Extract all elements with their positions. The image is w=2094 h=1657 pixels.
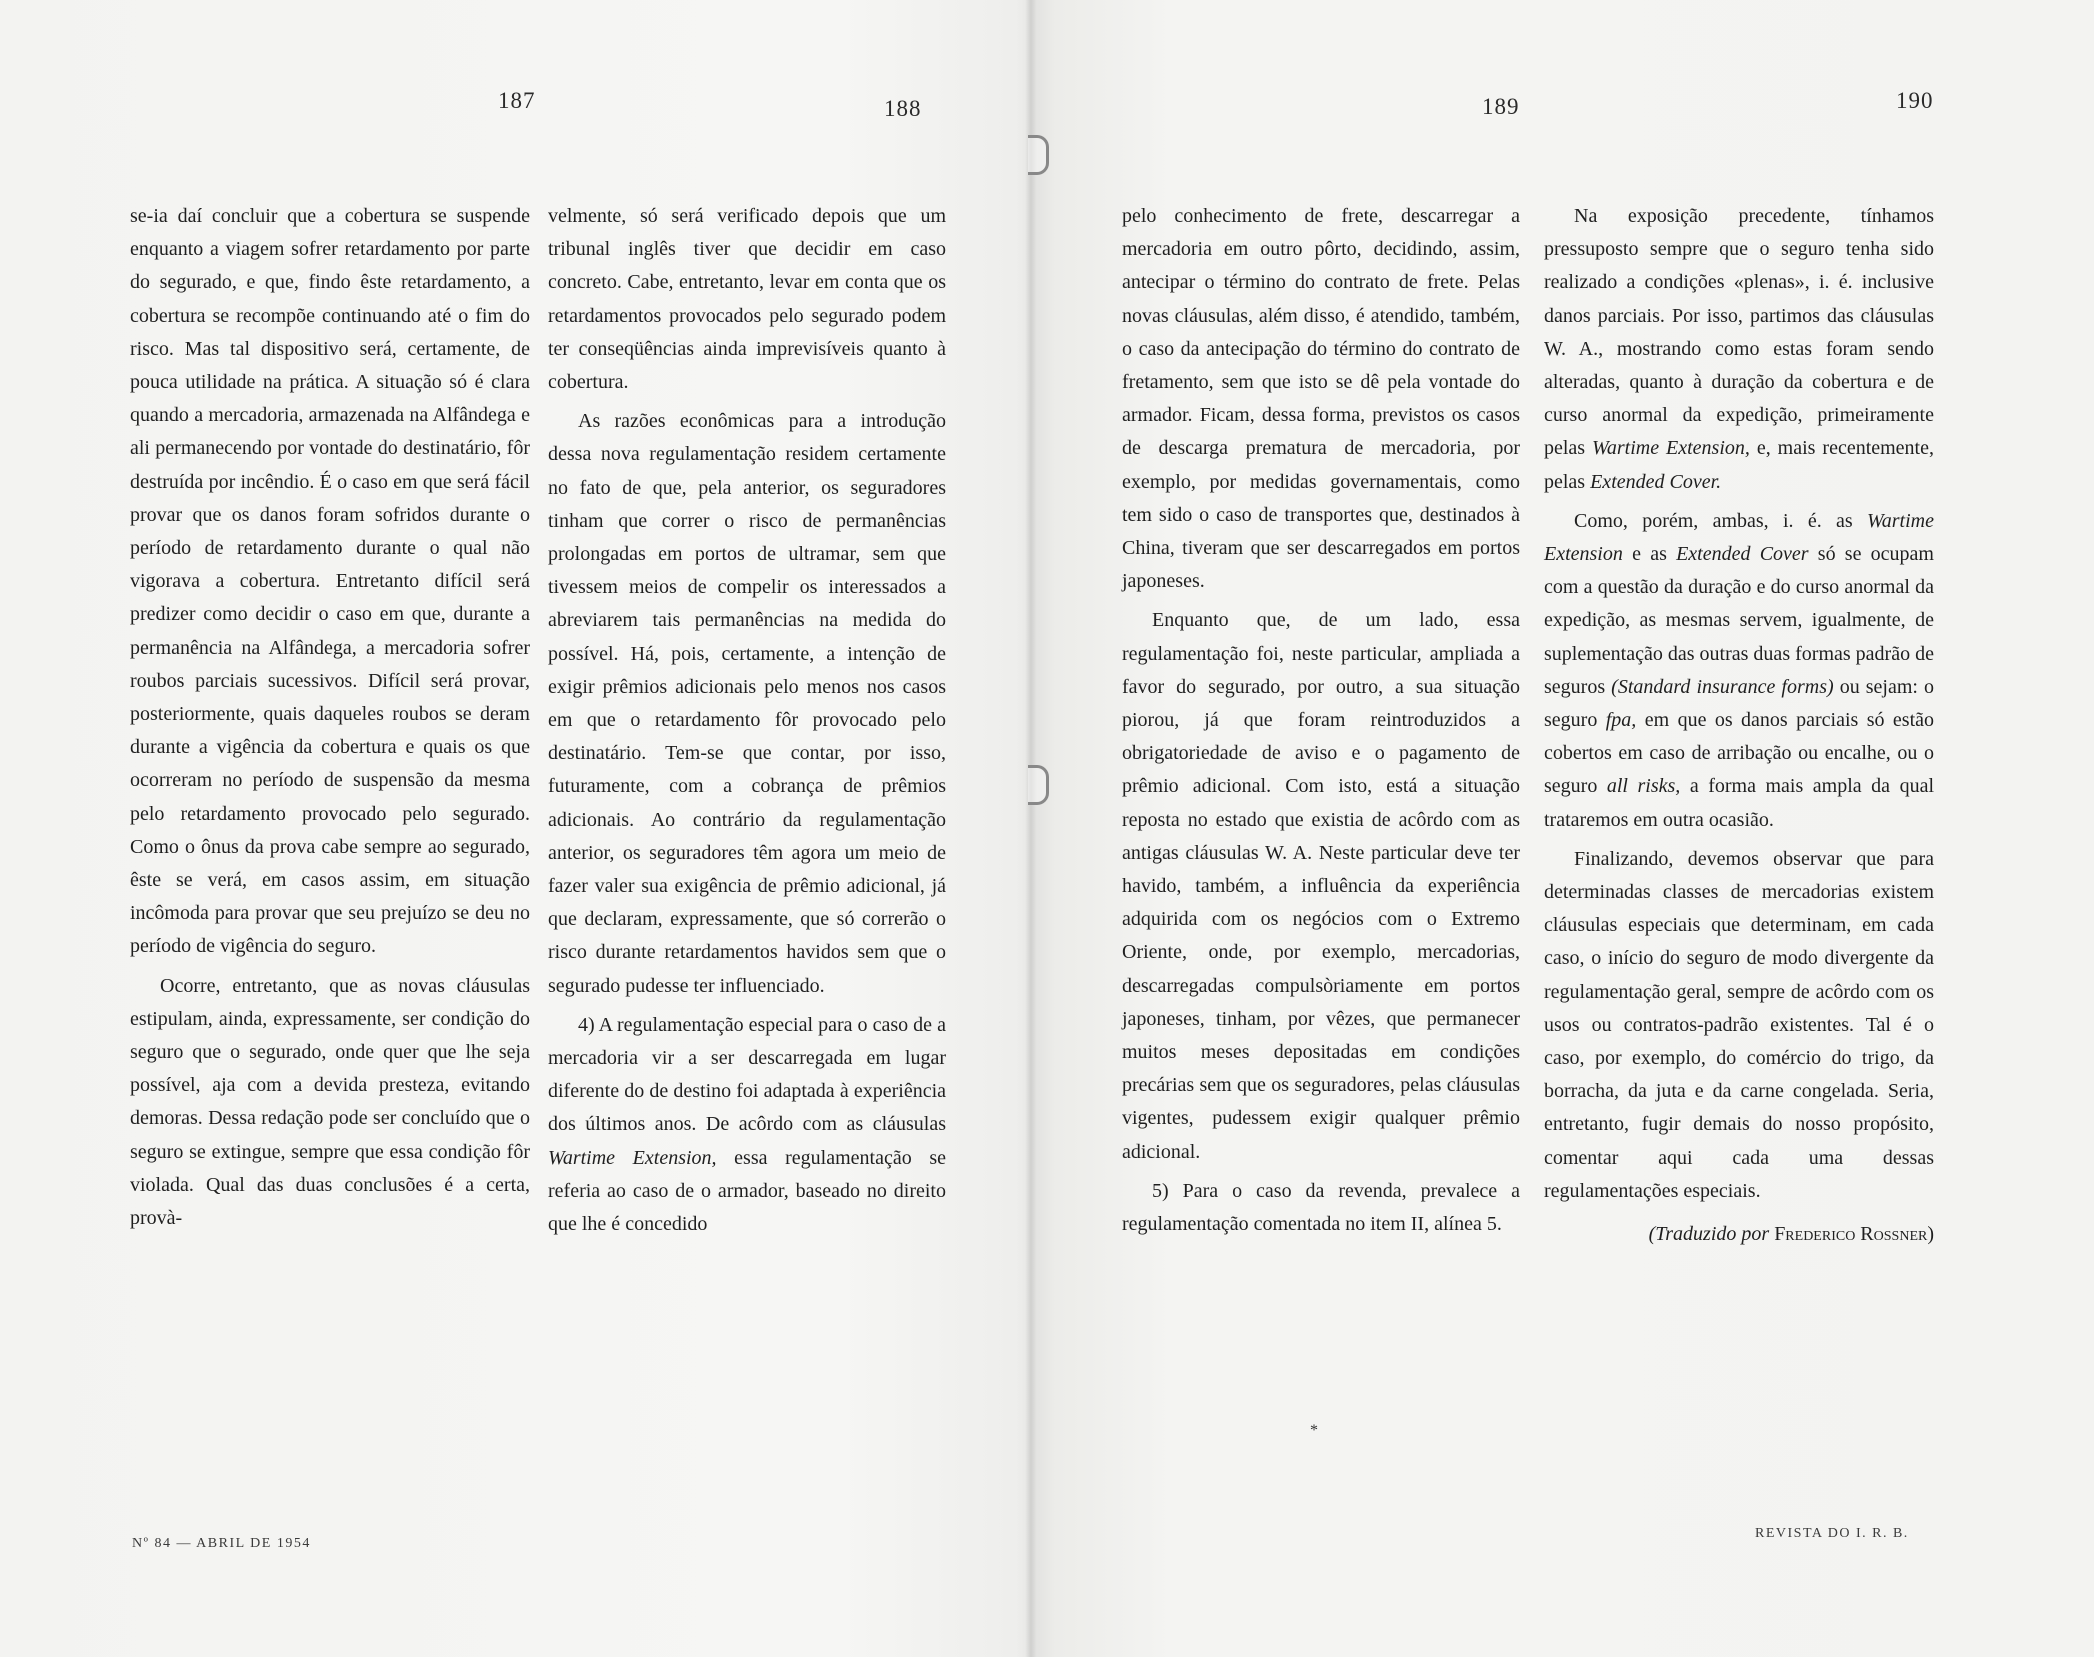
paragraph: Ocorre, entretanto, que as novas cláusulas estipulam, ainda, expressamente, ser condição do seguro que o segurado, onde quer que lhe seja possível, aja com a devida presteza, evitando demoras. Dessa redação pode ser concluído que o seguro se extingue, sempre que essa condição fôr violada. Qual das duas conclusões é a certa, provà- <box>130 974 530 1230</box>
page-number-189: 189 <box>1482 94 1520 119</box>
paragraph: Na exposição precedente, tínhamos pressuposto sempre que o seguro tenha sido realizado a condições «plenas», i. é. inclusive danos parciais. Por isso, partimos das cláusulas W. A., mostrando como estas foram sendo alteradas, quanto à duração da cobertura e de curso anormal da expedição, primeiramente pelas Wartime Extension, e, mais recentemente, pelas Extended Cover. <box>1544 205 1934 493</box>
paragraph-numbered-4: 4) A regulamentação especial para o caso de a mercadoria vir a ser descarregada em lugar diferente do de destino foi adaptada à experiência dos últimos anos. De acôrdo com as cláusulas Wartime Extension, essa regulamentação se referia ao caso de o armador, baseado no direito que lhe é concedido <box>548 1013 946 1236</box>
paragraph: velmente, só será verificado depois que um tribunal inglês tiver que decidir em caso concreto. Cabe, entretanto, levar em conta que os retardamentos provocados pelo segurado podem ter conseqüências ainda imprevisíveis quanto à cobertura. <box>548 205 946 394</box>
paragraph: se-ia daí concluir que a cobertura se suspende enquanto a viagem sofrer retardamento por parte do segurado, e que, findo êste retardamento, a cobertura se recompõe continuando até o fim do risco. Mas tal dispositivo será, certamente, de pouca utilidade na prática. A situação só é clara quando a mercadoria, armazenada na Alfândega e ali permanecendo por vontade do destinatário, fôr destruída por incêndio. É o caso em que será fácil provar que os danos foram sofridos durante o período de retardamento durante o qual não vigorava a cobertura. Entretanto difícil será predizer como decidir o caso em que, durante a permanência na Alfândega, a mercadoria sofrer roubos parciais sucessivos. Difícil será provar, posteriormente, quais daqueles roubos se deram durante a vigência da cobertura e quais os que ocorreram no período de suspensão da mesma pelo retardamento provocado pelo segurado. Como o ônus da prova cabe sempre ao segurado, êste se verá, em casos assim, em situação incômoda para provar que seu prejuízo se deu no período de vigência do seguro. <box>130 205 530 958</box>
page-fold <box>1025 0 1037 1657</box>
translator-signature: (Traduzido por Frederico Rossner) <box>1648 1223 1934 1246</box>
column-page-189 <box>1122 200 1520 1247</box>
paragraph-numbered-5: 5) Para o caso da revenda, prevalece a regulamentação comentada no item II, alínea 5. <box>1122 1179 1520 1236</box>
paragraph: Finalizando, devemos observar que para determinadas classes de mercadorias existem cláusulas especiais que determinam, em cada caso, o início do seguro de modo divergente da regulamentação geral, sempre de acôrdo com os usos ou contratos-padrão existentes. Tal é o caso, por exemplo, do comércio do trigo, da borracha, da juta e da carne congelada. Seria, entretanto, fugir demais do nosso propósito, comentar aqui cada uma dessas regulamentações especiais. <box>1544 847 1934 1202</box>
paragraph: Enquanto que, de um lado, essa regulamentação foi, neste particular, ampliada a favor do segurado, por outro, a sua situação piorou, já que foram reintroduzidos a obrigatoriedade de aviso e o pagamento de prêmio adicional. Com isto, está a situação reposta no estado que existia de acôrdo com as antigas cláusulas W. A. Neste particular deve ter havido, também, a influência da experiência adquirida com os negócios com o Extremo Oriente, onde, por exemplo, mercadorias, descarregadas compulsòriamente em portos japoneses, tinham, por vêzes, que permanecer muitos meses depositadas em condições precárias sem que os seguradores, pelas cláusulas vigentes, pudessem exigir qualquer prêmio adicional. <box>1122 609 1520 1163</box>
page-number-190: 190 <box>1896 88 1934 113</box>
staple-top <box>1028 135 1049 175</box>
column-page-187 <box>130 200 530 1241</box>
page-number-188: 188 <box>884 96 922 121</box>
paragraph: As razões econômicas para a introdução dessa nova regulamentação residem certamente no fato de que, pela anterior, os seguradores tinham que correr o risco de permanências prolongadas em portos de ultramar, sem que tivessem meios de compelir os interessados a abreviarem tais permanências na medida do possível. Há, pois, certamente, a intenção de exigir prêmios adicionais pelo menos nos casos em que o retardamento fôr provocado pelo destinatário. Tem-se que contar, por isso, futuramente, com a cobrança de prêmios adicionais. Ao contrário da regulamentação anterior, os seguradores têm agora um meio de fazer valer sua exigência de prêmio adicional, já que declaram, expressamente, que só correrão o risco durante retardamentos havidos sem que o segurado pudesse ter influenciado. <box>548 410 946 997</box>
paragraph: pelo conhecimento de frete, descarregar a mercadoria em outro pôrto, decidindo, assim, antecipar o término do contrato de frete. Pelas novas cláusulas, além disso, é atendido, também, o caso da antecipação do término do contrato de fretamento, sem que isto se dê pela vontade do armador. Ficam, dessa forma, previstos os casos de descarga prematura de mercadoria, por exemplo, por medidas governamentais, como tem sido o caso de transportes que, destinados à China, tiveram que ser descarregados em portos japoneses. <box>1122 205 1520 593</box>
column-page-188 <box>548 200 946 1247</box>
footer-issue: Nº 84 — ABRIL DE 1954 <box>132 1536 311 1551</box>
staple-middle <box>1028 765 1049 805</box>
footer-journal: REVISTA DO I. R. B. <box>1755 1526 1909 1541</box>
paragraph: Como, porém, ambas, i. é. as Wartime Extension e as Extended Cover só se ocupam com a questão da duração e do curso anormal da expedição, as mesmas servem, igualmente, de suplementação das outras duas formas padrão de seguros (Standard insurance forms) ou sejam: o seguro fpa, em que os danos parciais só estão cobertos em caso de arribação ou encalhe, ou o seguro all risks, a forma mais ampla da qual trataremos em outra ocasião. <box>1544 509 1935 831</box>
section-end-mark: * <box>1310 1422 1318 1439</box>
page-number-187: 187 <box>498 88 536 113</box>
column-page-190 <box>1544 200 1934 1257</box>
